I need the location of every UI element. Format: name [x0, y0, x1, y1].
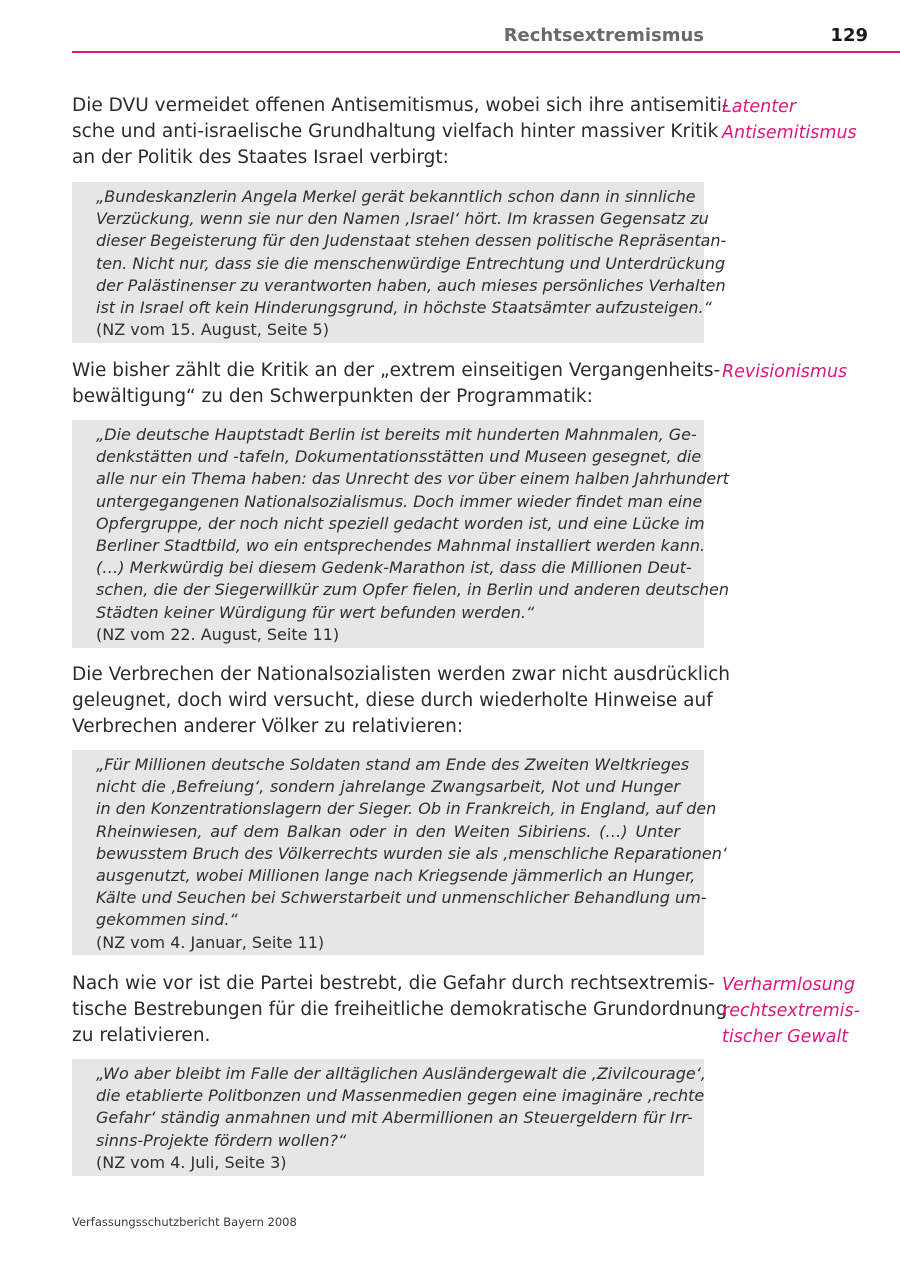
quote-source: (NZ vom 4. Juli, Seite 3): [96, 1152, 287, 1172]
paragraph-line: zu relativieren.: [72, 1025, 211, 1046]
margin-note-line: Latenter: [722, 97, 797, 117]
quote-line: Verzückung, wenn sie nur den Namen ‚Israel‘ hört. Im krassen Gegensatz zu: [96, 209, 709, 229]
margin-note-line: Verharmlosung: [722, 975, 855, 995]
quote-block-4: [72, 1059, 704, 1176]
paragraph-line: bewältigung“ zu den Schwerpunkten der Programmatik:: [72, 386, 593, 407]
quote-line: bewusstem Bruch des Völkerrechts wurden sie als ‚menschliche Reparationen‘: [96, 843, 727, 863]
paragraph-downplaying-violence: [72, 971, 728, 1049]
margin-note-line: tischer Gewalt: [722, 1027, 849, 1047]
paragraph-line: an der Politik des Staates Israel verbirgt:: [72, 147, 449, 168]
quote-block-3: [72, 750, 727, 955]
paragraph-line: Die DVU vermeidet offenen Antisemitismus, wobei sich ihre antisemiti-: [72, 95, 729, 116]
margin-note-line: Antisemitismus: [722, 123, 857, 143]
quote-line: Kälte und Seuchen bei Schwerstarbeit und unmenschlicher Behandlung um-: [96, 888, 707, 908]
quote-line: Berliner Stadtbild, wo ein entsprechendes Mahnmal installiert werden kann.: [96, 536, 706, 556]
quote-line: Opfergruppe, der noch nicht speziell gedacht worden ist, und eine Lücke im: [96, 513, 705, 533]
quote-line: ten. Nicht nur, dass sie die menschenwürdige Entrechtung und Unterdrückung: [96, 253, 726, 273]
page-number: 129: [830, 25, 868, 46]
quote-line: nicht die ‚Befreiung‘, sondern jahrelange Zwangsarbeit, Not und Hunger: [96, 777, 680, 797]
paragraph-revisionism: [72, 358, 721, 410]
quote-line: ist in Israel oft kein Hinderungsgrund, in höchste Staatsämter aufzusteigen.“: [96, 298, 712, 318]
quote-line: dieser Begeisterung für den Judenstaat stehen dessen politische Repräsentan-: [96, 231, 727, 251]
paragraph-line: Die Verbrechen der Nationalsozialisten werden zwar nicht ausdrücklich: [72, 664, 730, 685]
margin-note-line: Revisionismus: [722, 362, 848, 382]
quote-line: Rheinwiesen, auf dem Balkan oder in den Weiten Sibiriens. (…) Unter: [96, 821, 680, 841]
quote-block-1: [72, 182, 727, 343]
quote-line: Städten keiner Würdigung für wert befunden werden.“: [96, 602, 535, 622]
paragraph-relativisation: [72, 662, 730, 740]
margin-note-revisionism: [722, 359, 892, 385]
quote-line: denkstätten und -tafeln, Dokumentationsstätten und Museen gesegnet, die: [96, 447, 702, 467]
quote-line: „Bundeskanzlerin Angela Merkel gerät bekanntlich schon dann in sinnliche: [96, 187, 696, 206]
quote-line: die etablierte Politbonzen und Massenmedien gegen eine imaginäre ‚rechte: [96, 1086, 705, 1106]
quote-line: Gefahr‘ ständig anmahnen und mit Abermillionen an Steuergeldern für Irr-: [96, 1108, 693, 1128]
running-header-title: Rechtsextremismus: [503, 25, 704, 46]
quote-line: „Wo aber bleibt im Falle der alltäglichen Ausländergewalt die ‚Zivilcourage‘,: [96, 1064, 706, 1083]
header-rule: [72, 51, 900, 53]
paragraph-line: Verbrechen anderer Völker zu relativieren:: [72, 716, 464, 737]
quote-line: ausgenutzt, wobei Millionen lange nach Kriegsende jämmerlich an Hunger,: [96, 866, 696, 886]
paragraph-line: Nach wie vor ist die Partei bestrebt, die Gefahr durch rechtsextremis-: [72, 973, 715, 994]
paragraph-line: sche und anti-israelische Grundhaltung vielfach hinter massiver Kritik: [72, 121, 719, 142]
paragraph-line: tische Bestrebungen für die freiheitliche demokratische Grundordnung: [72, 999, 728, 1020]
quote-line: „Die deutsche Hauptstadt Berlin ist bereits mit hunderten Mahnmalen, Ge-: [96, 425, 697, 444]
quote-line: sinns-Projekte fördern wollen?“: [96, 1130, 347, 1150]
quote-source: (NZ vom 22. August, Seite 11): [96, 624, 340, 644]
margin-note-line: rechtsextremis-: [722, 1001, 860, 1021]
quote-line: der Palästinenser zu verantworten haben, auch mieses persönliches Verhalten: [96, 275, 726, 295]
quote-block-2: [72, 420, 730, 648]
paragraph-latent-antisemitism: [72, 93, 729, 171]
paragraph-line: Wie bisher zählt die Kritik an der „extrem einseitigen Vergangenheits-: [72, 360, 721, 381]
quote-source: (NZ vom 4. Januar, Seite 11): [96, 932, 325, 952]
quote-line: (…) Merkwürdig bei diesem Gedenk-Marathon ist, dass die Millionen Deut-: [96, 558, 692, 578]
paragraph-line: geleugnet, doch wird versucht, diese durch wiederholte Hinweise auf: [72, 690, 713, 711]
quote-line: in den Konzentrationslagern der Sieger. Ob in Frankreich, in England, auf den: [96, 799, 717, 819]
margin-note-downplaying-violence: [722, 972, 892, 1050]
quote-line: untergegangenen Nationalsozialismus. Doch immer wieder findet man eine: [96, 491, 703, 511]
quote-line: schen, die der Siegerwillkür zum Opfer fielen, in Berlin und anderen deutschen: [96, 580, 729, 600]
quote-line: gekommen sind.“: [96, 910, 238, 930]
quote-line: alle nur ein Thema haben: das Unrecht des vor über einem halben Jahrhundert: [96, 469, 730, 489]
quote-line: „Für Millionen deutsche Soldaten stand am Ende des Zweiten Weltkrieges: [96, 755, 690, 774]
margin-note-latent-antisemitism: [722, 94, 892, 146]
page-footer: Verfassungsschutzbericht Bayern 2008: [72, 1215, 297, 1229]
quote-source: (NZ vom 15. August, Seite 5): [96, 320, 329, 340]
